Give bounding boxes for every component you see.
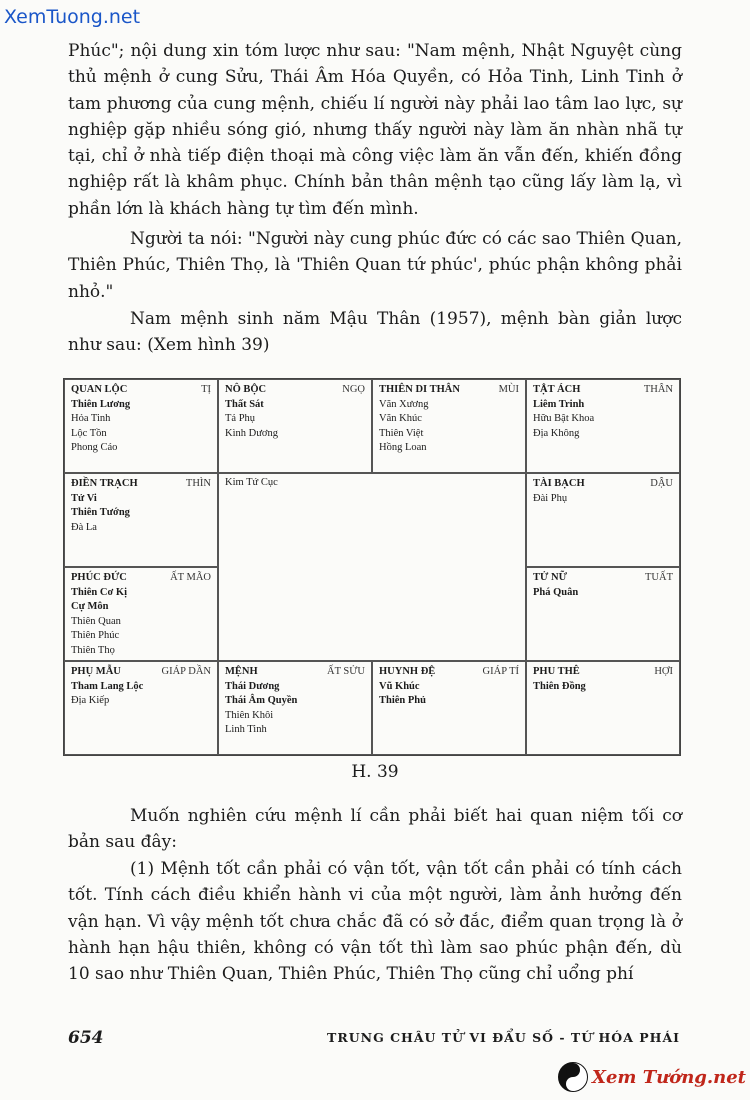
palace-name: TẬT ÁCH <box>533 384 581 395</box>
palace-branch: DẬU <box>650 478 673 489</box>
palace-header <box>71 477 211 492</box>
palace-name: PHỤ MẪU <box>71 666 121 677</box>
palace-name: PHÚC ĐỨC <box>71 572 127 583</box>
palace-header <box>225 665 365 680</box>
palace-cell-phuc-duc <box>64 567 218 661</box>
star-name: Thiên Thọ <box>71 644 115 656</box>
star-name: Đà La <box>71 521 97 533</box>
palace-name: TÀI BẠCH <box>533 478 585 489</box>
palace-header <box>533 571 673 586</box>
palace-header <box>71 383 211 398</box>
star-name: Văn Xương <box>379 398 429 410</box>
star-name: Thiên Khôi <box>225 709 274 721</box>
star-name: Thiên Phủ <box>379 695 426 706</box>
star-name: Thái Âm Quyền <box>225 695 298 706</box>
star-name: Địa Kiếp <box>71 695 110 706</box>
star-name: Lộc Tồn <box>71 427 107 439</box>
star-name: Vũ Khúc <box>379 680 420 692</box>
palace-name: HUYNH ĐỆ <box>379 666 436 677</box>
palace-name: ĐIỀN TRẠCH <box>71 478 138 489</box>
palace-cell-tai-bach <box>526 473 680 567</box>
star-name: Địa Không <box>533 427 580 439</box>
star-name: Thiên Đồng <box>533 680 586 692</box>
star-name: Văn Khúc <box>379 413 422 424</box>
paragraph-2: Người ta nói: "Người này cung phúc đức có các sao Thiên Quan, Thiên Phúc, Thiên Thọ, là 'Thiên Quan tứ phúc', phúc phận không phải nhỏ." <box>68 229 682 302</box>
book-title: TRUNG CHÂU TỬ VI ĐẨU SỐ - TỨ HÓA PHÁI <box>327 1030 680 1045</box>
palace-name: TỬ NỮ <box>533 572 567 583</box>
palace-branch: ẤT SỬU <box>326 666 365 677</box>
palace-header <box>379 665 519 680</box>
paragraph-5: (1) Mệnh tốt cần phải có vận tốt, vận tốt cần phải có tính cách tốt. Tính cách điều khiển hành vi của một người, làm ảnh hưởng đến vận hạn. Vì vậy mệnh tốt chưa chắc đã có sở đắc, điểm quan trọng là ở hành hạn hậu thiên, không có vận tốt thì làm sao phúc phận đến, dù 10 sao như Thiên Quan, Thiên Phúc, Thiên Thọ cũng chỉ uổng phí <box>68 859 682 985</box>
palace-branch: THÌN <box>185 478 211 489</box>
star-name: Đài Phụ <box>533 492 568 504</box>
palace-branch: TUẤT <box>645 572 673 583</box>
star-name: Phá Quân <box>533 586 579 598</box>
paragraph-1: Phúc"; nội dung xin tóm lược như sau: "Nam mệnh, Nhật Nguyệt cùng thủ mệnh ở cung Sửu, Thái Âm Hóa Quyền, có Hỏa Tinh, Linh Tinh ở tam phương của cung mệnh, chiếu lí người này phải lao tâm lao lực, sự nghiệp gặp nhiều sóng gió, nhưng thấy người này làm ăn nhàn nhã tự tại, chỉ ở nhà tiếp điện thoại mà công việc làm ăn vẫn đến, khiến đồng nghiệp rất là khâm phục. Chính bản thân mệnh tạo cũng lấy làm lạ, vì phần lớn là khách hàng tự tìm đến mình. <box>68 41 682 219</box>
star-name: Kình Dương <box>225 427 278 439</box>
logo-text: Xem Tướng.net <box>591 1066 746 1088</box>
palace-cell-phu-the <box>526 661 680 755</box>
page-number: 654 <box>68 1028 104 1048</box>
star-name: Tử Vi <box>71 492 97 504</box>
palace-header <box>533 665 673 680</box>
paragraph-4: Muốn nghiên cứu mệnh lí cần phải biết hai quan niệm tối cơ bản sau đây: <box>68 806 682 853</box>
yin-yang-icon <box>558 1062 588 1092</box>
palace-name: PHU THÊ <box>533 666 580 677</box>
star-name: Tả Phụ <box>225 413 256 424</box>
star-name: Cự Môn <box>71 601 109 612</box>
palace-cell-no-boc <box>218 379 372 473</box>
palace-cell-quan-loc <box>64 379 218 473</box>
figure-caption: H. 39 <box>351 762 399 782</box>
star-name: Thiên Tướng <box>71 507 130 518</box>
palace-header <box>533 383 673 398</box>
star-name: Hữu Bật Khoa <box>533 413 595 424</box>
palace-cell-thien-di <box>372 379 526 473</box>
star-name: Hỏa Tinh <box>71 413 111 424</box>
watermark-link[interactable]: XemTuong.net <box>4 6 141 28</box>
palace-cell-phu-mau <box>64 661 218 755</box>
palace-cell-tat-ach <box>526 379 680 473</box>
palace-name: MỆNH <box>225 666 258 677</box>
palace-branch: HỢI <box>654 666 673 677</box>
star-name: Thiên Quan <box>71 615 121 627</box>
palace-cell-dien-trach <box>64 473 218 567</box>
star-name: Thiên Lương <box>71 398 131 410</box>
palace-header <box>533 477 673 492</box>
paragraph-3: Nam mệnh sinh năm Mậu Thân (1957), mệnh bàn giản lược như sau: (Xem hình 39) <box>68 309 682 356</box>
star-name: Hồng Loan <box>379 442 427 453</box>
palace-branch: ẤT MÃO <box>170 572 211 583</box>
star-name: Phong Cáo <box>71 442 118 453</box>
star-name: Thiên Việt <box>379 427 424 439</box>
palace-name: QUAN LỘC <box>71 384 128 395</box>
palace-name: THIÊN DI THÂN <box>379 384 460 395</box>
palace-header <box>71 665 211 680</box>
palace-branch: MÙI <box>498 384 519 395</box>
star-name: Thái Dương <box>225 680 280 692</box>
star-name: Linh Tinh <box>225 724 267 735</box>
palace-branch: GIÁP TÍ <box>482 666 519 677</box>
palace-header <box>71 571 211 586</box>
palace-cell-huynh-de <box>372 661 526 755</box>
center-label: Kim Tứ Cục <box>225 477 278 488</box>
chart-center <box>218 473 526 661</box>
palace-branch: GIÁP DẦN <box>161 666 211 677</box>
palace-header <box>379 383 519 398</box>
palace-cell-menh <box>218 661 372 755</box>
star-name: Thiên Cơ Kị <box>71 586 127 598</box>
palace-cell-tu-nu <box>526 567 680 661</box>
palace-branch: NGỌ <box>342 384 365 395</box>
site-logo[interactable] <box>558 1062 746 1092</box>
palace-branch: TỊ <box>201 384 211 395</box>
star-name: Liêm Trinh <box>533 398 585 410</box>
palace-name: NÔ BỘC <box>225 384 267 395</box>
star-name: Thất Sát <box>225 398 264 410</box>
palace-branch: THÂN <box>643 384 673 395</box>
star-name: Tham Lang Lộc <box>71 680 144 692</box>
palace-header <box>225 383 365 398</box>
star-name: Thiên Phúc <box>71 630 120 641</box>
horoscope-chart <box>63 378 681 756</box>
